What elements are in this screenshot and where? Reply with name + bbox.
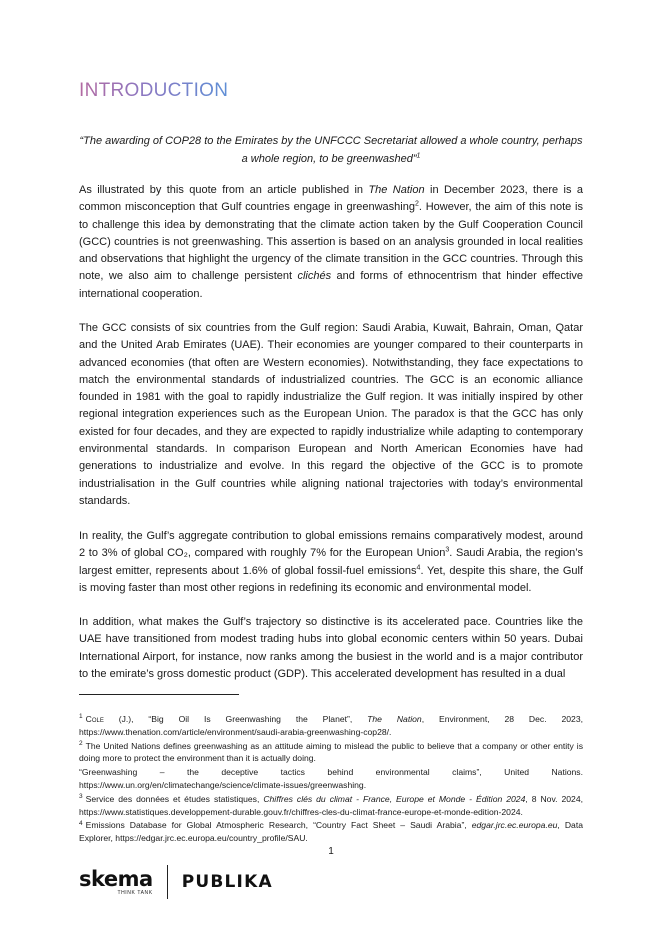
footnote-ref[interactable]: 3: [445, 546, 450, 554]
footnote-link[interactable]: , Data Explorer, https://edgar.jrc.ec.europa.eu/country_profile/SAU.: [79, 820, 583, 844]
footnote-2: [79, 740, 583, 766]
text-run: and forms of ethnocentrism that hinder effective international cooperation.: [79, 270, 584, 300]
skema-subtitle: THINK TANK: [117, 889, 153, 896]
text-run: in December 2023, there is a common misconception that Gulf countries engage in greenwashing: [79, 184, 583, 214]
footnote-number: 1: [79, 713, 83, 721]
quote-text: “The awarding of COP28 to the Emirates by the UNFCCC Secretariat allowed a whole country, perhaps a whole region, to be greenwashed”: [79, 135, 583, 165]
footnote-ref[interactable]: 2: [414, 200, 419, 208]
section-title: INTRODUCTION: [79, 80, 229, 101]
footnote-author: Cole: [85, 714, 104, 724]
text-run: (J.), “Big Oil Is Greenwashing the Planet”,: [103, 714, 368, 724]
footnote-ref[interactable]: 4: [416, 563, 421, 571]
report-title: Chiffres clés du climat - France, Europe et Monde - Édition 2024: [263, 793, 526, 804]
paragraph-2: The GCC consists of six countries from the Gulf region: Saudi Arabia, Kuwait, Bahrain, Oman, Qatar and the United Arab Emirates (UAE). Their economies are younger compared to their counterparts in advanced economies (that often are Western economies). Notwithstanding, they face expectations to match the environmental standards of industrialized countries. The GCC is an economic alliance founded in 1981 with the goal to rapidly industrialize the Gulf region. It was initially inspired by other regional integration experiences such as the European Union. The paradox is that the GCC has only existed for four decades, and they are expected to rapidly industrialize while adapting to contemporary environmental standards. In comparison European and North American Economies have had generations to industrialize and evolve. In this regard the objective of the GCC is to promote industrialisation in the Gulf countries while aligning national trajectories with today’s environmental standards.: [79, 322, 583, 507]
logo-divider: [167, 865, 168, 899]
footnote-ref[interactable]: 1: [416, 151, 421, 159]
footnote-3: [79, 793, 583, 819]
text-run: The United Nations defines greenwashing as an attitude aiming to mislead the public to believe that a company or other entity is doing more to protect the environment than it is actually doing.: [79, 740, 583, 764]
footnote-link[interactable]: , 8 Nov. 2024, https://www.statistiques.developpement-durable.gouv.fr/chiffres-cles-du-climat-france-europe-et-monde-edition-2024.: [79, 793, 583, 817]
text-run: Service des données et études statistiques,: [85, 793, 264, 804]
footnote-1: [79, 713, 583, 739]
footnote-number: 3: [79, 792, 83, 800]
epigraph-quote: [79, 133, 583, 168]
skema-logo: [79, 866, 153, 896]
footnotes: [79, 713, 583, 846]
paragraph-4: In addition, what makes the Gulf’s trajectory so distinctive is its accelerated pace. Countries like the UAE have transitioned from modest trading hubs into global economic centers within 50 years. Dubai International Airport, for instance, now ranks among the busiest in the world and is a major contributor to the emirate’s gross domestic product (GDP). This accelerated development has resulted in a dual: [79, 616, 583, 680]
footnote-link[interactable]: , Environment, 28 Dec. 2023, https://www.thenation.com/article/environment/saudi-arabia-greenwashing-cop28/.: [79, 714, 583, 737]
footnote-separator: [79, 694, 239, 695]
text-run: In reality, the Gulf’s aggregate contribution to global emissions remains comparatively modest, around 2 to 3% of global CO₂, compared with roughly 7% for the European Union: [79, 530, 583, 560]
page-number: 1: [328, 846, 334, 857]
paragraph-3: [79, 528, 583, 597]
text-run: Emissions Database for Global Atmospheric Research, “Country Fact Sheet – Saudi Arabia”,: [85, 820, 472, 831]
text-run: . Yet, despite this share, the Gulf is moving faster than most other regions in redefining its economic and environmental model.: [79, 564, 583, 594]
paragraph-1: [79, 182, 583, 303]
footnote-number: 4: [79, 819, 83, 827]
footnote-4: [79, 819, 583, 845]
footnote-2-source[interactable]: “Greenwashing – the deceptive tactics behind environmental claims”, United Nations. https://www.un.org/en/climatechange/science/climate-issues/greenwashing.: [79, 767, 583, 790]
publika-logo: PUBLIKA: [181, 872, 273, 892]
text-run: As illustrated by this quote from an article published in: [79, 184, 369, 196]
footnote-number: 2: [79, 739, 83, 747]
publication-name: The Nation: [368, 184, 425, 196]
text-run: . However, the aim of this note is to challenge this idea by demonstrating that the climate action taken by the Gulf Cooperation Council (GCC) countries is not greenwashing. This assertion is based on an analysis grounded in local realities and observations that highlight the urgency of the climate transition in the GCC countries. Through this note, we also aim to challenge persistent: [79, 201, 583, 283]
publication-name: The Nation: [367, 714, 422, 724]
skema-wordmark: skema: [79, 866, 153, 891]
italic-term: clichés: [297, 270, 332, 283]
footer-logos: [79, 865, 273, 899]
site-name: edgar.jrc.ec.europa.eu: [471, 820, 558, 831]
text-run: . Saudi Arabia, the region’s largest emitter, represents about 1.6% of global fossil-fuel emissions: [79, 547, 583, 577]
